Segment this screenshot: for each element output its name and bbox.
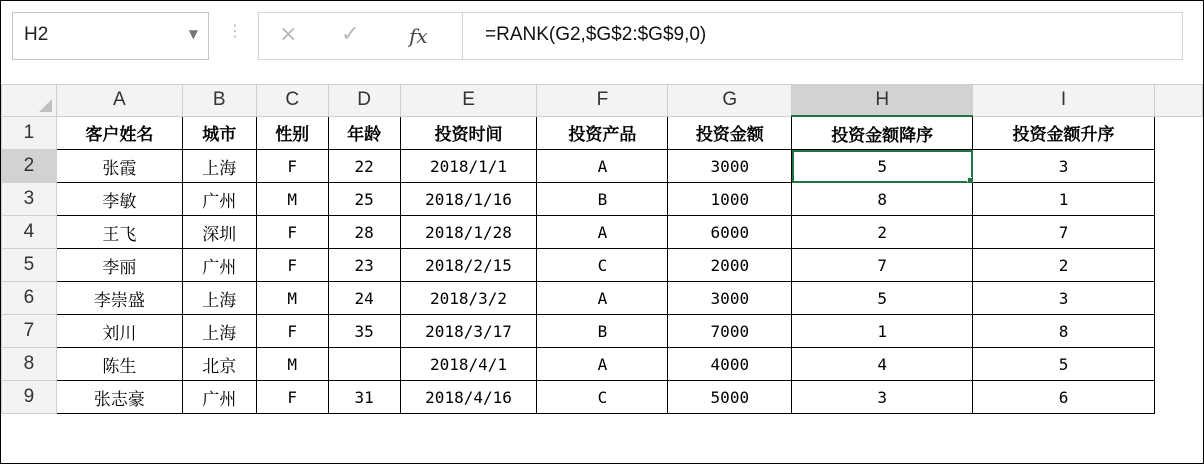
select-all-button[interactable] bbox=[2, 85, 57, 117]
column-header-h[interactable]: H bbox=[792, 85, 973, 117]
cell[interactable]: 2000 bbox=[668, 249, 792, 282]
cell[interactable]: 6000 bbox=[668, 216, 792, 249]
cell[interactable]: 7000 bbox=[668, 315, 792, 348]
row-header-6[interactable]: 6 bbox=[2, 282, 57, 315]
empty-cell[interactable] bbox=[1154, 282, 1202, 315]
cell[interactable]: 3000 bbox=[668, 282, 792, 315]
row-header-2[interactable]: 2 bbox=[2, 150, 57, 183]
cell[interactable]: 4000 bbox=[668, 348, 792, 381]
cell[interactable]: 上海 bbox=[182, 315, 256, 348]
cell[interactable]: 23 bbox=[328, 249, 400, 282]
cell[interactable]: 2018/4/1 bbox=[400, 348, 537, 381]
cell[interactable]: 李敏 bbox=[56, 183, 182, 216]
cell[interactable]: M bbox=[256, 348, 328, 381]
empty-cell[interactable] bbox=[1154, 150, 1202, 183]
drag-handle-icon[interactable]: ⋮ bbox=[227, 21, 243, 40]
empty-cell[interactable] bbox=[1154, 183, 1202, 216]
cell[interactable]: A bbox=[537, 282, 668, 315]
cell[interactable]: 2018/2/15 bbox=[400, 249, 537, 282]
cell[interactable]: F bbox=[256, 381, 328, 414]
row-header-1[interactable]: 1 bbox=[2, 116, 57, 150]
cell[interactable]: 1 bbox=[792, 315, 973, 348]
table-row bbox=[2, 150, 1203, 183]
cell[interactable]: 3 bbox=[973, 282, 1155, 315]
empty-cell[interactable] bbox=[1154, 249, 1202, 282]
row-header-3[interactable]: 3 bbox=[2, 183, 57, 216]
column-header-d[interactable]: D bbox=[328, 85, 400, 117]
cell[interactable]: 24 bbox=[328, 282, 400, 315]
cell[interactable]: 陈生 bbox=[56, 348, 182, 381]
cell[interactable]: 5000 bbox=[668, 381, 792, 414]
table-row bbox=[2, 216, 1203, 249]
cell[interactable]: B bbox=[537, 183, 668, 216]
cell[interactable]: 5 bbox=[792, 282, 973, 315]
select-all-triangle-icon bbox=[39, 99, 52, 112]
header-cell[interactable]: 年龄 bbox=[328, 116, 400, 150]
cell[interactable]: 1000 bbox=[668, 183, 792, 216]
cell[interactable]: 刘川 bbox=[56, 315, 182, 348]
selected-cell[interactable] bbox=[792, 150, 973, 183]
cell[interactable]: 5 bbox=[973, 348, 1155, 381]
cell[interactable]: 7 bbox=[792, 249, 973, 282]
column-header-b[interactable]: B bbox=[182, 85, 256, 117]
cell[interactable]: 2 bbox=[792, 216, 973, 249]
cell[interactable]: A bbox=[537, 348, 668, 381]
cell[interactable]: 2018/4/16 bbox=[400, 381, 537, 414]
cell[interactable]: M bbox=[256, 183, 328, 216]
cell[interactable]: A bbox=[537, 150, 668, 183]
cell[interactable]: 王飞 bbox=[56, 216, 182, 249]
cell[interactable]: 3 bbox=[973, 150, 1155, 183]
cell[interactable]: F bbox=[256, 249, 328, 282]
table-row bbox=[2, 116, 1203, 150]
enter-icon[interactable]: ✓ bbox=[341, 22, 360, 47]
insert-function-icon[interactable]: fx bbox=[409, 24, 428, 48]
header-cell[interactable]: 投资产品 bbox=[537, 116, 668, 150]
table-row bbox=[2, 315, 1203, 348]
row-header-5[interactable]: 5 bbox=[2, 249, 57, 282]
cell[interactable]: B bbox=[537, 315, 668, 348]
header-cell[interactable]: 城市 bbox=[182, 116, 256, 150]
row-header-4[interactable]: 4 bbox=[2, 216, 57, 249]
cell[interactable]: A bbox=[537, 216, 668, 249]
cell[interactable]: 4 bbox=[792, 348, 973, 381]
column-header-c[interactable]: C bbox=[256, 85, 328, 117]
chevron-down-icon[interactable]: ▼ bbox=[188, 27, 198, 41]
cell[interactable]: C bbox=[537, 249, 668, 282]
table-row bbox=[2, 348, 1203, 381]
cell[interactable]: 7 bbox=[973, 216, 1155, 249]
cell[interactable]: 深圳 bbox=[182, 216, 256, 249]
column-header-g[interactable]: G bbox=[668, 85, 792, 117]
formula-input[interactable] bbox=[463, 12, 1183, 60]
cell[interactable]: F bbox=[256, 315, 328, 348]
cancel-icon[interactable]: × bbox=[279, 22, 298, 47]
row-header-7[interactable]: 7 bbox=[2, 315, 57, 348]
header-cell[interactable]: 投资金额 bbox=[668, 116, 792, 150]
cell[interactable]: 6 bbox=[973, 381, 1155, 414]
cell[interactable]: 3000 bbox=[668, 150, 792, 183]
table-row bbox=[2, 381, 1203, 414]
cell[interactable]: F bbox=[256, 216, 328, 249]
cell[interactable]: 22 bbox=[328, 150, 400, 183]
cell[interactable]: F bbox=[256, 150, 328, 183]
formula-bar bbox=[1, 1, 1203, 73]
cell[interactable]: 2018/1/16 bbox=[400, 183, 537, 216]
cell[interactable]: 上海 bbox=[182, 282, 256, 315]
header-cell[interactable]: 性别 bbox=[256, 116, 328, 150]
table-row bbox=[2, 282, 1203, 315]
cell[interactable]: 2018/3/17 bbox=[400, 315, 537, 348]
cell[interactable]: 北京 bbox=[182, 348, 256, 381]
cell[interactable]: 8 bbox=[973, 315, 1155, 348]
cell[interactable]: 2018/3/2 bbox=[400, 282, 537, 315]
cell[interactable]: 28 bbox=[328, 216, 400, 249]
table-row bbox=[2, 249, 1203, 282]
column-header-row bbox=[2, 85, 1203, 117]
cell[interactable]: 2018/1/28 bbox=[400, 216, 537, 249]
cell[interactable] bbox=[328, 348, 400, 381]
cell[interactable]: 李丽 bbox=[56, 249, 182, 282]
cell[interactable]: 25 bbox=[328, 183, 400, 216]
name-box[interactable] bbox=[12, 12, 209, 60]
header-cell[interactable]: 投资时间 bbox=[400, 116, 537, 150]
header-cell[interactable]: 客户姓名 bbox=[56, 116, 182, 150]
cell[interactable]: 31 bbox=[328, 381, 400, 414]
cell[interactable]: M bbox=[256, 282, 328, 315]
cell[interactable]: 35 bbox=[328, 315, 400, 348]
cell[interactable]: 广州 bbox=[182, 381, 256, 414]
cell[interactable]: 上海 bbox=[182, 150, 256, 183]
cell[interactable]: 8 bbox=[792, 183, 973, 216]
empty-cell[interactable] bbox=[1154, 116, 1202, 150]
row-header-8[interactable]: 8 bbox=[2, 348, 57, 381]
formula-text: =RANK(G2,$G$2:$G$9,0) bbox=[485, 24, 707, 45]
worksheet-grid bbox=[1, 84, 1203, 414]
empty-cell[interactable] bbox=[1154, 381, 1202, 414]
cell[interactable]: 1 bbox=[973, 183, 1155, 216]
header-cell[interactable]: 投资金额降序 bbox=[792, 116, 973, 150]
cell[interactable]: 张霞 bbox=[56, 150, 182, 183]
cell[interactable]: 3 bbox=[792, 381, 973, 414]
cell[interactable]: 2018/1/1 bbox=[400, 150, 537, 183]
header-cell[interactable]: 投资金额升序 bbox=[973, 116, 1155, 150]
selected-cell-value: 5 bbox=[877, 156, 888, 176]
column-header-i[interactable]: I bbox=[973, 85, 1155, 117]
column-header-a[interactable]: A bbox=[56, 85, 182, 117]
table-row bbox=[2, 183, 1203, 216]
empty-cell[interactable] bbox=[1154, 216, 1202, 249]
cell[interactable]: 广州 bbox=[182, 183, 256, 216]
formula-buttons bbox=[258, 12, 463, 60]
column-header-f[interactable]: F bbox=[537, 85, 668, 117]
cell[interactable]: 张志豪 bbox=[56, 381, 182, 414]
column-header-e[interactable]: E bbox=[400, 85, 537, 117]
column-header-j[interactable] bbox=[1154, 85, 1202, 117]
cell[interactable]: 广州 bbox=[182, 249, 256, 282]
row-header-9[interactable]: 9 bbox=[2, 381, 57, 414]
fill-handle[interactable] bbox=[967, 177, 973, 183]
cell[interactable]: 2 bbox=[973, 249, 1155, 282]
cell[interactable]: 李崇盛 bbox=[56, 282, 182, 315]
empty-cell[interactable] bbox=[1154, 348, 1202, 381]
empty-cell[interactable] bbox=[1154, 315, 1202, 348]
cell[interactable]: C bbox=[537, 381, 668, 414]
name-box-value: H2 bbox=[24, 24, 49, 45]
